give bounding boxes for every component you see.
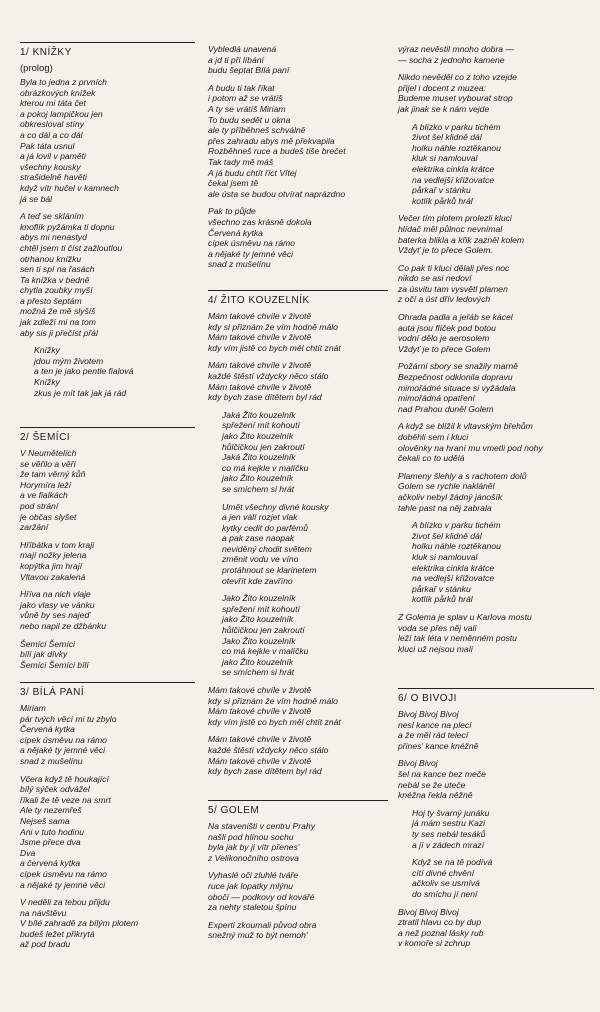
lyric-line: Ale ty nezemřeš [20,805,82,816]
lyric-line: Ohrada padla a jeřáb se kácel [398,312,513,323]
stanza [398,857,594,899]
lyric-line: A když se blížil k vltavským břehům [398,421,533,432]
lyric-line: Co pak ti kluci dělali přes noc [398,262,510,273]
lyric-line: chtěl jsem ti číst zažloutlou [20,242,123,253]
lyric-line: jako Žito kouzelník [222,614,294,625]
section-heading: 5/ GOLEM [208,800,388,817]
poem-section [20,682,195,950]
lyric-line: To budu sedět u okna [208,114,291,125]
lyric-line: až pod bradu [20,939,71,950]
lyric-line: cípek úsměvu na rámo [20,868,107,879]
poem-section [208,290,388,777]
stanza [398,471,594,513]
lyric-line: Jako Žito kouzelník [222,635,296,646]
lyric-line: přines' kance knéžně [398,740,479,751]
lyric-line: leží tak léta v neměnném postu [398,633,517,644]
lyric-line: Ta knížka v bedně [20,274,90,285]
poem-section [20,427,195,670]
lyric-line: Pak to půjde [208,206,256,217]
lyric-line: hlídač měl půlnoc nevnímal [398,223,503,234]
lyric-line: Z Golema je splav u Karlova mostu [398,611,532,622]
lyric-line: ale ústa se budou otvírat naprázdno [208,188,346,199]
stanza [20,897,195,950]
lyric-line: Vybledlá unavená [208,44,277,54]
lyric-line: a jd ti při líbání [208,54,264,65]
lyric-line: za úsvitu tam vysvětl plamen [398,283,508,294]
lyric-line: a přesto šeptám [20,295,82,306]
lyric-line: doběhli sem i kluci [398,432,469,442]
lyric-line: Červená kytka [20,724,75,735]
lyric-line: nebo napil ze džbánku [20,620,107,631]
lyric-line: Včera když tě houkající [20,773,109,784]
lyric-line: jak jinak se k nám vejde [398,103,490,114]
lyric-line: Dva [20,847,36,858]
stanza [398,122,594,207]
lyric-line: otevřít kde zavříno [222,575,293,586]
lyric-line: holku náhle roztěkanou [412,142,501,153]
lyric-line: Požární sbory se snažily marně [398,361,518,372]
stanza [20,448,195,533]
stanza [20,540,195,582]
lyric-line: ačkoliv nebyl žádný jánošík [398,491,503,502]
lyric-line: Knížky [34,377,60,388]
lyric-line: říkali že tě veze na smrt [20,794,111,805]
lyric-line: budeš ležet přikrytá [20,928,95,939]
lyric-line: kdy vím jistě co bych měl chtít znát [208,716,341,727]
lyric-line: abys mi nenastyd [20,232,87,243]
lyric-line: Nikdo nevěděl co z toho vzejde [398,72,517,83]
lyric-line: ale ty příběhneš schválně [208,125,306,136]
lyric-line: holku náhle roztěkanou [412,541,501,552]
lyric-line: nesl kance na plecí [398,719,472,730]
stanza [20,345,195,398]
stanza [20,774,195,891]
lyric-line: Bivoj Bivoj Bivoj [398,709,459,719]
lyric-line: A ty se vrátíš Miriam [208,103,286,114]
lyric-line: otrhanou knížku [20,253,82,264]
lyric-line: tahle past na něj zabrala [398,502,492,513]
lyric-line: život šel klidně dál [412,132,482,143]
lyric-line: Golem se rychle nakláněl [398,481,495,492]
lyric-line: V Neumětelích [20,448,77,458]
stanza [398,808,594,850]
lyric-line: Jako Žito kouzelník [222,593,296,604]
stanza [208,410,388,495]
lyric-line: Na staveništi v centru Prahy [208,821,315,831]
stanza [208,920,388,941]
lyric-line: já mám sestru Kazi [412,818,486,829]
lyric-line: obočí — podkovy od kovářé [208,891,315,902]
lyric-line: kdy bych zase dítětem byl rád [208,766,322,777]
lyric-line: cípek úsměvu na rámo [208,238,295,249]
lyric-line: ruce jak lopatky mlýnu [208,880,294,891]
lyric-line: pod strání [20,500,59,511]
lyric-line: jako Žito kouzelník [222,473,294,484]
lyric-line: na návštěvu [20,907,67,918]
stanza [208,360,388,402]
lyric-line: kotlík pårků hrál [412,594,473,605]
lyric-line: budu šeptat Bílá paní [208,65,290,76]
lyric-line: pårkař v stánku [412,185,471,196]
lyric-line: a pak zase naopak [222,533,295,544]
lyric-line: Miriam [20,703,46,713]
lyric-line: A blízko v parku tichém [412,121,501,132]
lyric-line: výraz nevěstil mnoho dobra — [398,44,515,54]
lyric-line: všechno zas krásně dokola [208,216,312,227]
stanza [20,639,195,671]
lyric-line: a pokoj lampičkou jen [20,108,103,119]
lyric-line: na vedlejší křižovatce [412,573,495,584]
lyric-line: Mám takové chvíle v životě [208,360,312,371]
lyric-line: na vedlejší křižovatce [412,174,495,185]
lyric-line: A teď se skláním [20,211,84,222]
lyric-line: kytky cedit do parfémů [222,522,308,533]
lyric-line: možná že mě slyšíš [20,306,96,317]
lyric-line: a že měl rád telecí [398,730,469,741]
lyric-line: šel na kance bez meče [398,768,486,779]
lyric-line: Horymíra leží [20,479,72,490]
section-subtitle: (prolog) [20,63,53,74]
lyric-line: se smíchem si hrát [222,667,295,678]
lyric-line: spřežení mít kohoutí [222,603,300,614]
lyric-line: chytla zoubky myší [20,285,93,296]
lyric-line: sen ti spí na řasách [20,264,95,275]
lyric-line: bílý sýček odvážel [20,784,90,795]
section-heading: 4/ ŽITO KOUZELNÍK [208,290,388,307]
lyric-line: Budeme muset vybourat strop [398,93,513,104]
lyric-line: bílí jak dívky [20,649,68,660]
stanza [208,593,388,678]
lyric-line: vůně by ses najeď [20,610,90,621]
lyric-line: neviděný chodit světem [222,543,312,554]
lyric-line: z Velikonočního ostrova [208,852,299,863]
stanza [208,206,388,270]
lyric-line: Plameny šlehly a s rachotem dolů [398,470,527,481]
stanza [398,907,594,949]
lyric-line: pårkař v stánku [412,583,471,594]
lyric-line: jako Žito kouzelník [222,430,294,441]
poem-section [398,688,594,949]
lyric-line: a nějaké ty jemné věci [20,879,106,890]
lyric-line: a červená kytka [20,858,81,869]
lyric-line: a ten je jako pentle fialová [34,366,134,377]
lyric-line: kdy vím jistě co bych měl chtít znát [208,342,341,353]
lyric-line: snad z mušelínu [208,259,271,270]
poem-section [20,42,195,398]
lyric-line: snežný muž to být nemoh' [208,930,308,941]
lyric-line: pár tvých věcí mi tu zbylo [20,713,117,724]
stanza [208,685,388,727]
lyric-line: obkresloval stíny [20,119,85,130]
lyric-line: A blízko v parku tichém [412,520,501,531]
lyric-line: zaržání [20,522,49,533]
lyric-line: a ve fialkách [20,490,68,501]
lyric-line: mimořádná opatření [398,393,475,404]
lyric-line: hůlčičkou jen zakroutí [222,441,305,452]
stanza [398,72,594,114]
lyric-line: Šemíci Šemíci [20,638,75,649]
section-heading: 6/ O BIVOJI [398,688,594,705]
lyric-line: cítí divné chvění [412,867,475,878]
section-heading: 1/ KNÍŽKY [20,42,195,59]
lyric-line: a než poznal lásky rub [398,927,484,938]
lyric-line: elektrika cinkla krátce [412,163,495,174]
lyric-line: Vyhaslé oči zluhlé tváře [208,870,299,881]
lyric-line: ztratil hlavu co by dup [398,917,482,928]
lyric-line: když vítr hučel v kamnech [20,182,119,193]
lyric-line: za nehty staletou špínu [208,902,297,913]
lyric-line: mají nožky jelena [20,550,87,561]
lyric-line: v komoře si zchrup [398,938,471,949]
lyric-line: přes zahradu abys mě překvapila [208,135,335,146]
lyric-line: kluk si namlouval [412,551,478,562]
lyric-line: V bílé zahradě za bílým plotem [20,918,138,929]
lyric-line: protáhnout se klarinetem [222,565,317,576]
stanza [398,263,594,305]
lyric-line: všechny kousky [20,161,81,172]
lyric-line: aby sis ji přečíst přál [20,327,98,338]
lyric-line: baterka blikla a křik zazněl kolem [398,234,525,245]
lyric-line: a jí v zádech mrazí [412,839,485,850]
lyric-line: jdou mým životem [34,355,104,366]
stanza [20,703,195,767]
stanza [208,502,388,587]
lyric-line: a nějaké ty jemné věci [208,248,294,259]
lyric-line: Mám takové chvíle v životě [208,755,312,766]
lyric-line: elektrika cinkla krátce [412,562,495,573]
lyric-line: kotlík pårků hrál [412,195,473,206]
lyric-line: Bivoj Bivoj Bivoj [398,906,459,917]
stanza [208,311,388,353]
lyric-line: vodní dělo je aerosolem [398,333,490,344]
lyric-line: Hoj ty švarný junáku [412,807,490,818]
lyric-line: kterou mi táta čet [20,98,86,109]
poem-section [208,800,388,941]
lyric-line: Mám takové chvíle v životě [208,685,312,695]
stanza [208,821,388,863]
lyric-line: Pak táta usnul [20,140,75,151]
lyric-line: Experti zkoumali původ obra [208,919,317,930]
lyric-line: a nějaké ty jemné věci [20,745,106,756]
lyric-line: jako Žito kouzelník [222,656,294,667]
lyric-line: nebál se že uteče [398,779,466,790]
stanza [20,589,195,631]
lyric-line: kdy si přiznám že vím hodně málo [208,321,338,332]
stanza [20,77,195,204]
lyric-line: mimořádné situace si vyžádala [398,382,516,393]
lyric-line: V neděli za tebou přijdu [20,897,110,908]
lyric-line: spřežení mít kohoutí [222,420,300,431]
stanza [208,83,388,200]
lyric-line: kluci už nejsou malí [398,643,473,654]
lyric-line: jak zdleží mi na tom [20,317,96,328]
lyric-line: Mám takové chvíle v životě [208,706,312,717]
lyric-line: já se bál [20,193,53,204]
lyric-line: přijel i docent z muzea: [398,82,486,93]
lyric-line: Jaká Žito kouzelník [222,409,296,420]
lyric-line: obrázkových knížek [20,87,96,98]
lyric-line: každé štěstí vždycky něco stálo [208,370,329,381]
stanza [398,421,594,463]
lyric-line: Bivoj Bivoj [398,758,438,769]
lyric-line: Ani v tuto hodinu [20,826,85,837]
lyric-line: Mám takové chvíle v životě [208,734,312,745]
lyric-line: změnit vodu ve víno [222,554,299,565]
lyric-line: a já lovil v paměti [20,151,86,162]
lyric-line: A já budu chtít říct Vítej [208,167,297,178]
lyric-line: Když se na tě podívá [412,857,493,868]
section-heading: 3/ BÍLÁ PANÍ [20,682,195,699]
stanza [208,870,388,912]
lyric-line: olověnky na hraní mu vmetli pod nohy [398,442,543,453]
lyric-line: ty ses nebál tesáků [412,828,486,839]
lyric-line: do smíchu jí není [412,888,478,899]
poem-section [208,44,388,270]
lyric-line: nad Prahou duněl Golem [398,403,494,414]
lyric-line: knéžna řekla něžně [398,790,473,801]
lyric-line: co má kejkle v malíčku [222,462,309,473]
lyric-line: a co dál a co dál [20,129,83,140]
lyric-line: kopýtka jim hrají [20,560,83,571]
lyric-line: je občas slyšet [20,511,77,522]
lyric-line: kluk si namlouval [412,153,478,164]
lyric-line: co má kejkle v malíčku [222,646,309,657]
lyric-line: jako vlasy ve vánku [20,599,95,610]
lyric-line: čekal jsem tě [208,178,259,189]
lyric-line: že tam věrný kůň [20,469,86,480]
stanza [398,612,594,654]
lyric-line: se smíchem si hrát [222,483,295,494]
lyric-line: z očí a úst dřív ledových [398,294,491,305]
lyric-line: Mám takové chvíle v životě [208,332,312,343]
lyric-line: Tak tady mě máš [208,156,274,167]
lyric-line: voda se přes něj valí [398,622,477,633]
lyric-line: život šel klidně dál [412,530,482,541]
lyric-line: Jaká Žito kouzelník [222,452,296,463]
lyric-line: i potom až se vrátíš [208,93,283,104]
stanza [398,758,594,800]
lyric-line: kdy bych zase dítětem byl rád [208,392,322,403]
lyric-line: byla jak by ji vítr přenes' [208,842,300,853]
stanza [398,44,594,65]
stanza [398,520,594,605]
lyric-line: zkus je mít tak jak já rád [34,387,127,398]
lyric-line: Šemíci Šemíci bílí [20,659,89,670]
stanza [398,361,594,414]
lyric-line: cípek úsměvu na rámo [20,734,107,745]
lyric-line: Červená kytka [208,227,263,238]
lyric-line: Vždyť je to přece Golem. [398,245,493,256]
stanza [398,709,594,751]
lyric-line: snad z mušelínu [20,755,83,766]
lyric-line: strašidelně havěti [20,172,87,183]
lyric-line: auta jsou flíček pod botou [398,322,496,333]
lyric-line: hůlčičkou jen zakroutí [222,625,305,636]
lyric-line: — socha z jednoho kamene [398,54,505,65]
lyric-line: A budu ti tak říkat [208,82,275,93]
lyric-line: každé štěstí vždycky něco stálo [208,744,329,755]
lyric-line: Nejseš sama [20,815,70,826]
lyric-line: Jsme přece dva [20,837,81,848]
lyric-line: knoflík pyžámka ti dopnu [20,221,115,232]
lyric-line: Mám takové chvíle v životě [208,381,312,392]
poem-section [398,44,594,654]
lyric-line: Vltavou zakalená [20,571,86,582]
stanza [398,213,594,255]
lyric-line: Umět všechny divné kousky [222,501,329,512]
section-heading: 2/ ŠEMÍCI [20,427,195,444]
stanza [20,211,195,338]
stanza [398,312,594,354]
lyric-line: ačkoliv se usmívá [412,878,480,889]
lyric-line: nikdo se asi nedoví [398,273,472,284]
lyric-line: Hříva na nich vlaje [20,589,91,600]
lyric-line: Hříbátka v tom kraji [20,539,95,550]
lyric-line: Vždyť je to přece Golem [398,343,491,354]
lyric-line: našli pod hlínou sochu [208,831,294,842]
lyric-line: se věřilo a věří [20,458,76,469]
lyric-line: Byla to jedna z prvních [20,77,107,87]
lyric-line: a jen válí rozjet vlak [222,512,298,523]
lyric-line: Mám takové chvíle v životě [208,311,312,321]
lyric-line: kdy si přiznám že vím hodně málo [208,695,338,706]
lyric-line: Rozběhneš ruce a budeš tiše brečet [208,146,346,157]
lyric-line: Knížky [34,345,60,356]
stanza [208,44,388,76]
lyric-line: Bezpečnost odklonila dopravu [398,372,513,383]
stanza [208,734,388,776]
lyric-line: Večer tím plotem prolezli kluci [398,213,512,224]
lyric-line: čekali co to udělá [398,453,465,464]
